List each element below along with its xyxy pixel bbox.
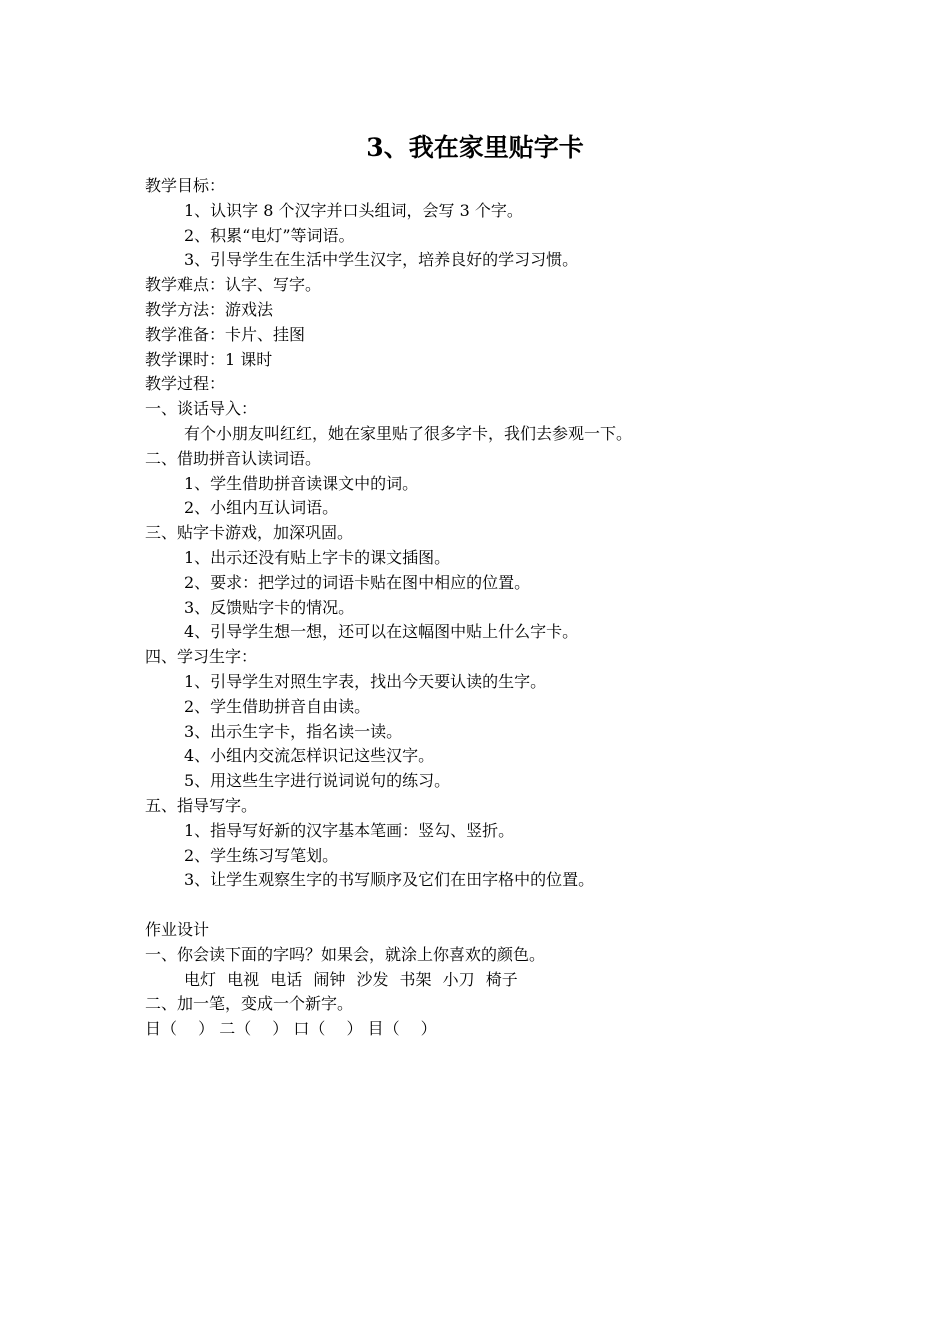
word-item: 书架 — [399, 969, 432, 989]
section-item: 2、学生借助拼音自由读。 — [184, 696, 371, 716]
section-heading: 五、指导写字。 — [145, 795, 258, 815]
word-item: 电灯 — [184, 969, 217, 989]
homework-question-1: 一、你会读下面的字吗？如果会，就涂上你喜欢的颜色。 — [145, 944, 546, 964]
section-item: 4、小组内交流怎样识记这些汉字。 — [184, 746, 435, 766]
section-heading: 二、借助拼音认读词语。 — [145, 448, 322, 468]
fill-blank-row — [145, 1017, 845, 1042]
method-line: 教学方法：游戏法 — [145, 299, 274, 319]
section-item: 5、用这些生字进行说词说句的练习。 — [184, 771, 451, 791]
section-item: 2、要求：把学过的词语卡贴在图中相应的位置。 — [184, 572, 531, 592]
section-item: 3、出示生字卡，指名读一读。 — [184, 721, 403, 741]
blank-line — [145, 893, 845, 918]
objectives-heading: 教学目标： — [145, 176, 226, 195]
process-heading: 教学过程： — [145, 374, 226, 394]
word-item: 电视 — [227, 969, 260, 989]
section-heading: 四、学习生字： — [145, 647, 258, 667]
document-title: 3、我在家里贴字卡 — [366, 133, 584, 162]
section-item: 2、学生练习写笔划。 — [184, 845, 339, 865]
objective-item: 2、积累“电灯”等词语。 — [184, 225, 355, 245]
section-item: 1、指导写好新的汉字基本笔画：竖勾、竖折。 — [184, 820, 515, 840]
section-item: 3、反馈贴字卡的情况。 — [184, 597, 355, 617]
objective-item: 1、认识字 8 个汉字并口头组词，会写 3 个字。 — [184, 200, 523, 220]
section-item: 1、出示还没有贴上字卡的课文插图。 — [184, 547, 451, 567]
section-item: 1、引导学生对照生字表，找出今天要认读的生字。 — [184, 671, 547, 691]
word-list — [145, 968, 845, 993]
homework-heading: 作业设计 — [145, 919, 210, 939]
word-item: 沙发 — [356, 969, 389, 989]
word-item: 闹钟 — [313, 969, 346, 989]
document-body — [145, 174, 845, 1042]
section-item: 4、引导学生想一想，还可以在这幅图中贴上什么字卡。 — [184, 622, 579, 642]
fill-blank-item: 二（ ） — [219, 1019, 289, 1039]
fill-blank-item: 日（ ） — [145, 1019, 215, 1039]
word-item: 椅子 — [485, 969, 518, 989]
objective-item: 3、引导学生在生活中学生汉字，培养良好的学习习惯。 — [184, 250, 579, 270]
word-item: 电话 — [270, 969, 303, 989]
fill-blank-item: 口（ ） — [293, 1019, 363, 1039]
section-heading: 三、贴字卡游戏，加深巩固。 — [145, 523, 354, 543]
periods-line: 教学课时：1 课时 — [145, 349, 273, 369]
homework-question-2: 二、加一笔，变成一个新字。 — [145, 994, 354, 1014]
preparation-line: 教学准备：卡片、挂图 — [145, 324, 306, 344]
section-item: 2、小组内互认词语。 — [184, 498, 339, 518]
section-heading: 一、谈话导入： — [145, 399, 258, 419]
section-item: 有个小朋友叫红红，她在家里贴了很多字卡，我们去参观一下。 — [184, 423, 633, 443]
fill-blank-item: 目（ ） — [367, 1019, 437, 1039]
difficulty-line: 教学难点：认字、写字。 — [145, 275, 322, 295]
section-item: 3、让学生观察生字的书写顺序及它们在田字格中的位置。 — [184, 870, 595, 890]
section-item: 1、学生借助拼音读课文中的词。 — [184, 473, 419, 493]
word-item: 小刀 — [442, 969, 475, 989]
